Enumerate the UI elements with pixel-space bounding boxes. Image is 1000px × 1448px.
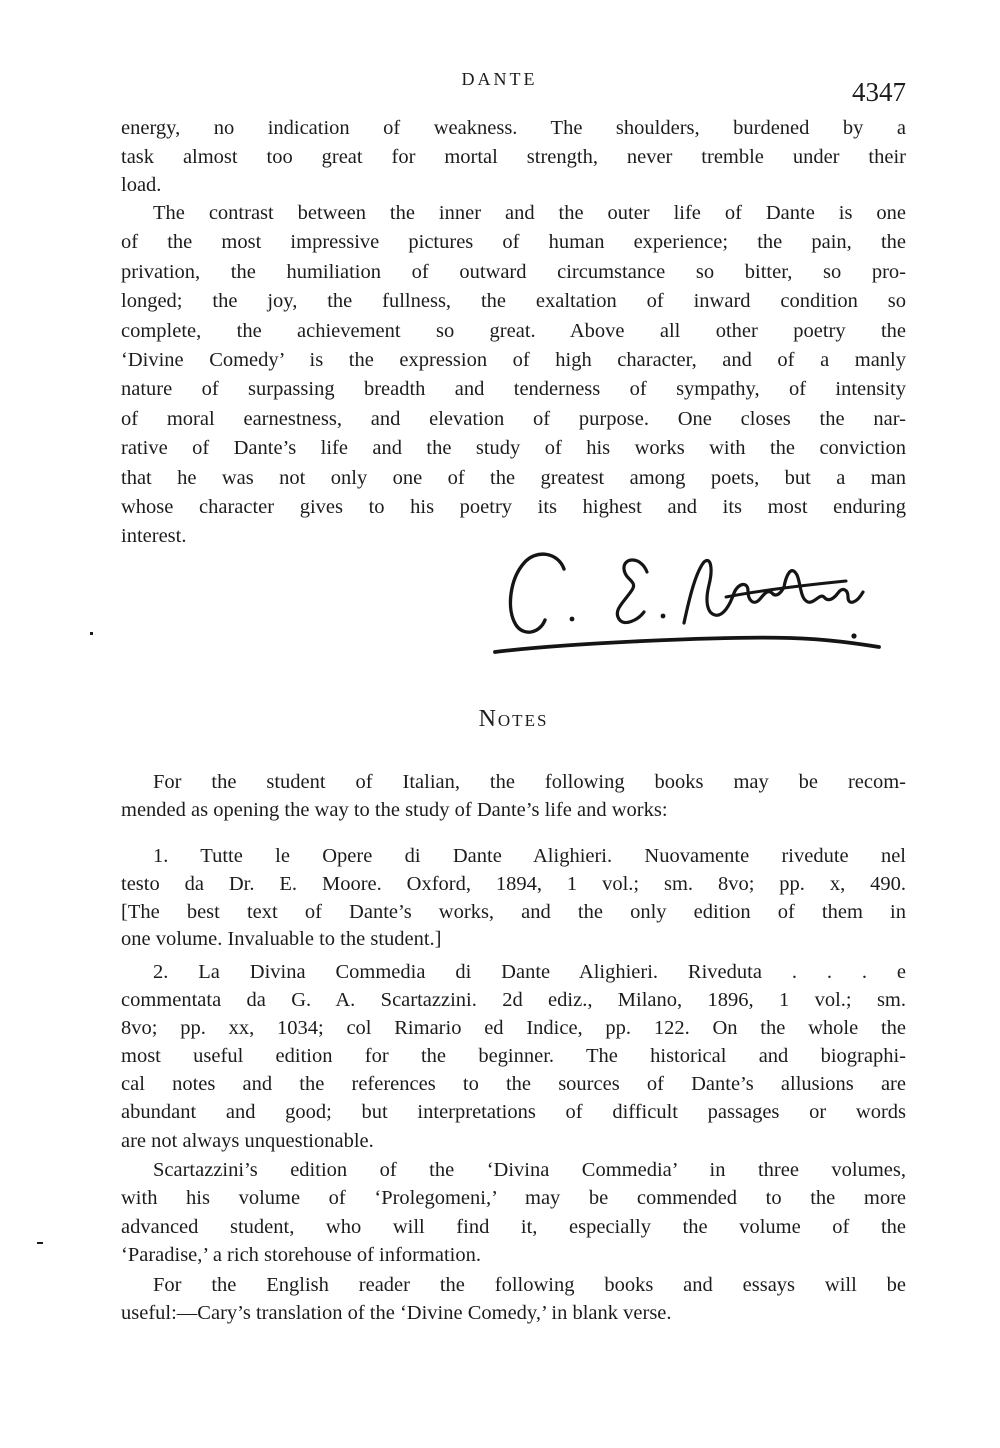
page-number: 4347 [852,77,906,107]
text-line: longed; the joy, the fullness, the exaltation of inward condition so [121,290,906,313]
text-line: privation, the humiliation of outward circumstance so bitter, so pro- [121,260,906,283]
text-line: rative of Dante’s life and the study of his works with the conviction [121,437,906,460]
signature-period-1 [570,617,575,622]
text-line: 2. La Divina Commedia di Dante Alighieri. Riveduta . . . e [153,961,906,983]
text-line: commentata da G. A. Scartazzini. 2d ediz., Milano, 1896, 1 vol.; sm. [121,989,906,1012]
notes-item-2 [121,958,906,1155]
text-line: The contrast between the inner and the outer life of Dante is one [153,202,906,224]
text-line: advanced student, who will find it, especially the volume of the [121,1215,906,1238]
text-line: cal notes and the references to the sources of Dante’s allusions are [121,1073,906,1096]
text-line: load. [121,174,162,197]
text-line: task almost too great for mortal strength, never tremble under their [121,145,906,168]
text-line: whose character gives to his poetry its highest and its most enduring [121,496,906,519]
signature-name-norton [684,561,863,623]
signature-period-3 [851,633,856,638]
signature-ce-norton [488,549,890,667]
text-line: mended as opening the way to the study of Dante’s life and works: [121,799,668,822]
text-line: interest. [121,525,187,548]
notes-item-1 [121,843,906,954]
text-line: 1. Tutte le Opere di Dante Alighieri. Nuovamente rivedute nel [153,845,906,867]
text-line: For the English reader the following books and essays will be [153,1274,906,1296]
notes-intro-paragraph [121,768,906,825]
ink-speck-1 [90,632,93,635]
signature-letter-c [510,554,564,632]
text-line: with his volume of ‘Prolegomeni,’ may be commended to the more [121,1187,906,1210]
text-line: most useful edition for the beginner. The historical and biographi- [121,1045,906,1068]
body-paragraph-2 [121,199,906,552]
text-line: of moral earnestness, and elevation of purpose. One closes the nar- [121,407,906,430]
text-line: Scartazzini’s edition of the ‘Divina Commedia’ in three volumes, [153,1159,906,1181]
text-line: For the student of Italian, the following books may be recom- [153,771,906,793]
text-line: energy, no indication of weakness. The shoulders, burdened by a [121,117,906,139]
signature-period-2 [661,614,666,619]
text-line: that he was not only one of the greatest among poets, but a man [121,466,906,489]
text-line: are not always unquestionable. [121,1129,374,1152]
text-line: complete, the achievement so great. Above all other poetry the [121,319,906,342]
text-line: of the most impressive pictures of human experience; the pain, the [121,231,906,254]
text-line: abundant and good; but interpretations of difficult passages or words [121,1101,906,1124]
text-line: testo da Dr. E. Moore. Oxford, 1894, 1 vol.; sm. 8vo; pp. x, 490. [121,872,906,895]
text-line: nature of surpassing breadth and tenderness of sympathy, of intensity [121,378,906,401]
notes-heading: Notes [478,706,549,732]
body-paragraph-1 [121,114,906,200]
text-line: ‘Divine Comedy’ is the expression of high character, and of a manly [121,349,906,372]
text-line: [The best text of Dante’s works, and the only edition of them in [121,900,906,923]
text-line: ‘Paradise,’ a rich storehouse of information. [121,1243,481,1266]
signature-underline [495,638,879,652]
text-line: 8vo; pp. xx, 1034; col Rimario ed Indice, pp. 122. On the whole the [121,1017,906,1040]
text-line: useful:—Cary’s translation of the ‘Divine Comedy,’ in blank verse. [121,1302,672,1325]
text-line: one volume. Invaluable to the student.] [121,928,442,951]
running-title: DANTE [461,69,538,89]
notes-paragraph-3 [121,1156,906,1269]
notes-paragraph-4 [121,1271,906,1327]
ink-speck-2 [37,1242,43,1244]
signature-letter-e [617,560,647,623]
